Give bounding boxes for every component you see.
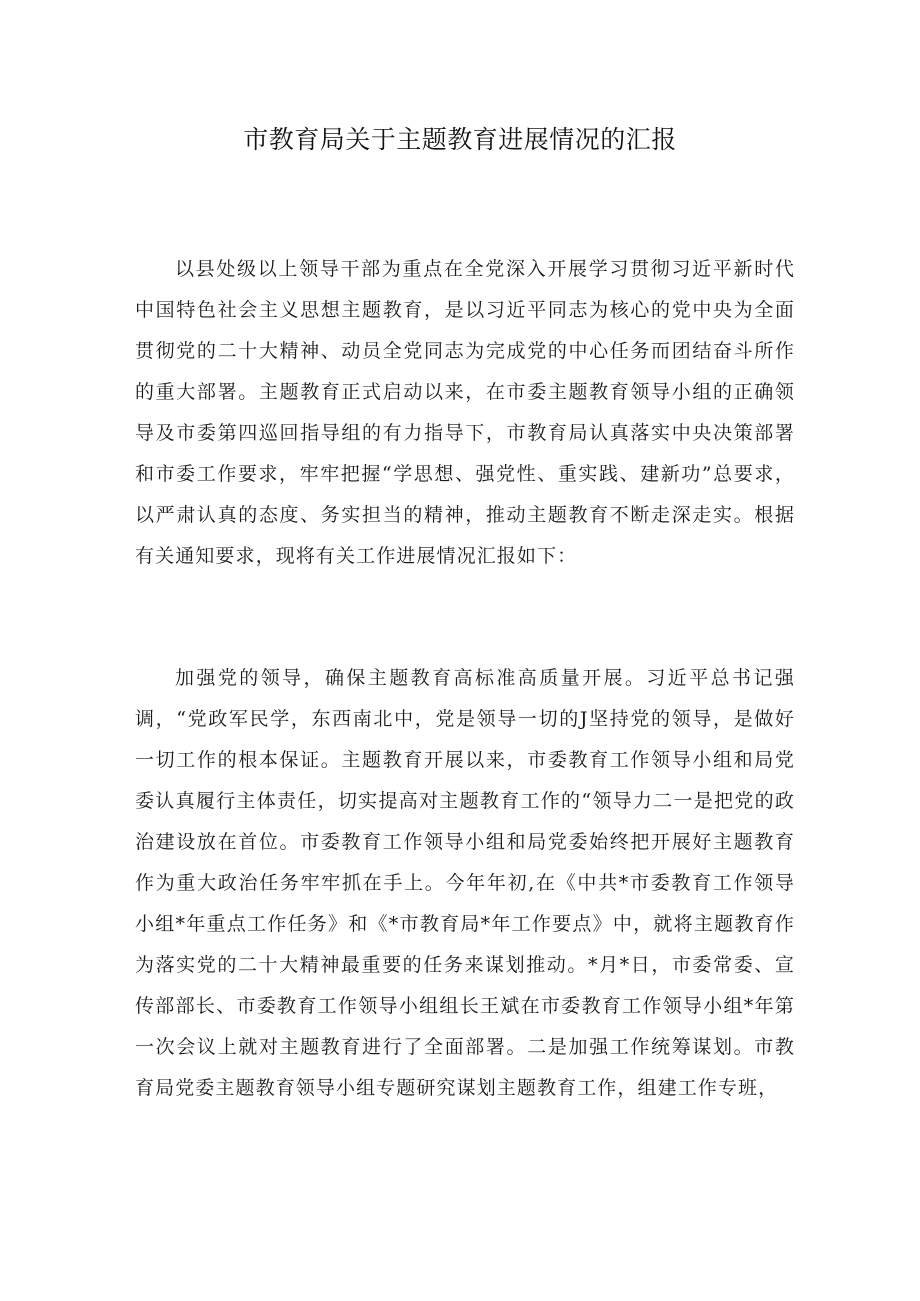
document-title: 市教育局关于主题教育进展情况的汇报 <box>243 125 677 154</box>
paragraph-party-leadership: 加强党的领导，确保主题教育高标准高质量开展。习近平总书记强调，“党政军民学，东西南北中，党是领导一切的J坚持党的领导，是做好一切工作的根本保证。主题教育开展以来，市委教育工作领导小组和局党委认真履行主体责任，切实提高对主题教育工作的“领导力二一是把党的政治建设放在首位。市委教育工作领导小组和局党委始终把开展好主题教育作为重大政治任务牢牢抓在手上。今年年初,在《中共*市委教育工作领导小组*年重点工作任务》和《*市教育局*年工作要点》中，就将主题教育作为落实党的二十大精神最重要的任务来谋划推动。*月*日，市委常委、宣传部部长、市委教育工作领导小组组长王斌在市委教育工作领导小组*年第一次会议上就对主题教育进行了全面部署。二是加强工作统筹谋划。市教育局党委主题教育领导小组专题研究谋划主题教育工作，组建工作专班， <box>135 667 795 1099</box>
paragraph-intro: 以县处级以上领导干部为重点在全党深入开展学习贯彻习近平新时代中国特色社会主义思想主题教育，是以习近平同志为核心的党中央为全面贯彻党的二十大精神、动员全党同志为完成党的中心任务而团结奋斗所作的重大部署。主题教育正式启动以来，在市委主题教育领导小组的正确领导及市委第四巡回指导组的有力指导下，市教育局认真落实中央决策部署和市委工作要求，牢牢把握“学思想、强党性、重实践、建新功”总要求，以严肃认真的态度、务实担当的精神，推动主题教育不断走深走实。根据有关通知要求，现将有关工作进展情况汇报如下： <box>135 258 795 567</box>
